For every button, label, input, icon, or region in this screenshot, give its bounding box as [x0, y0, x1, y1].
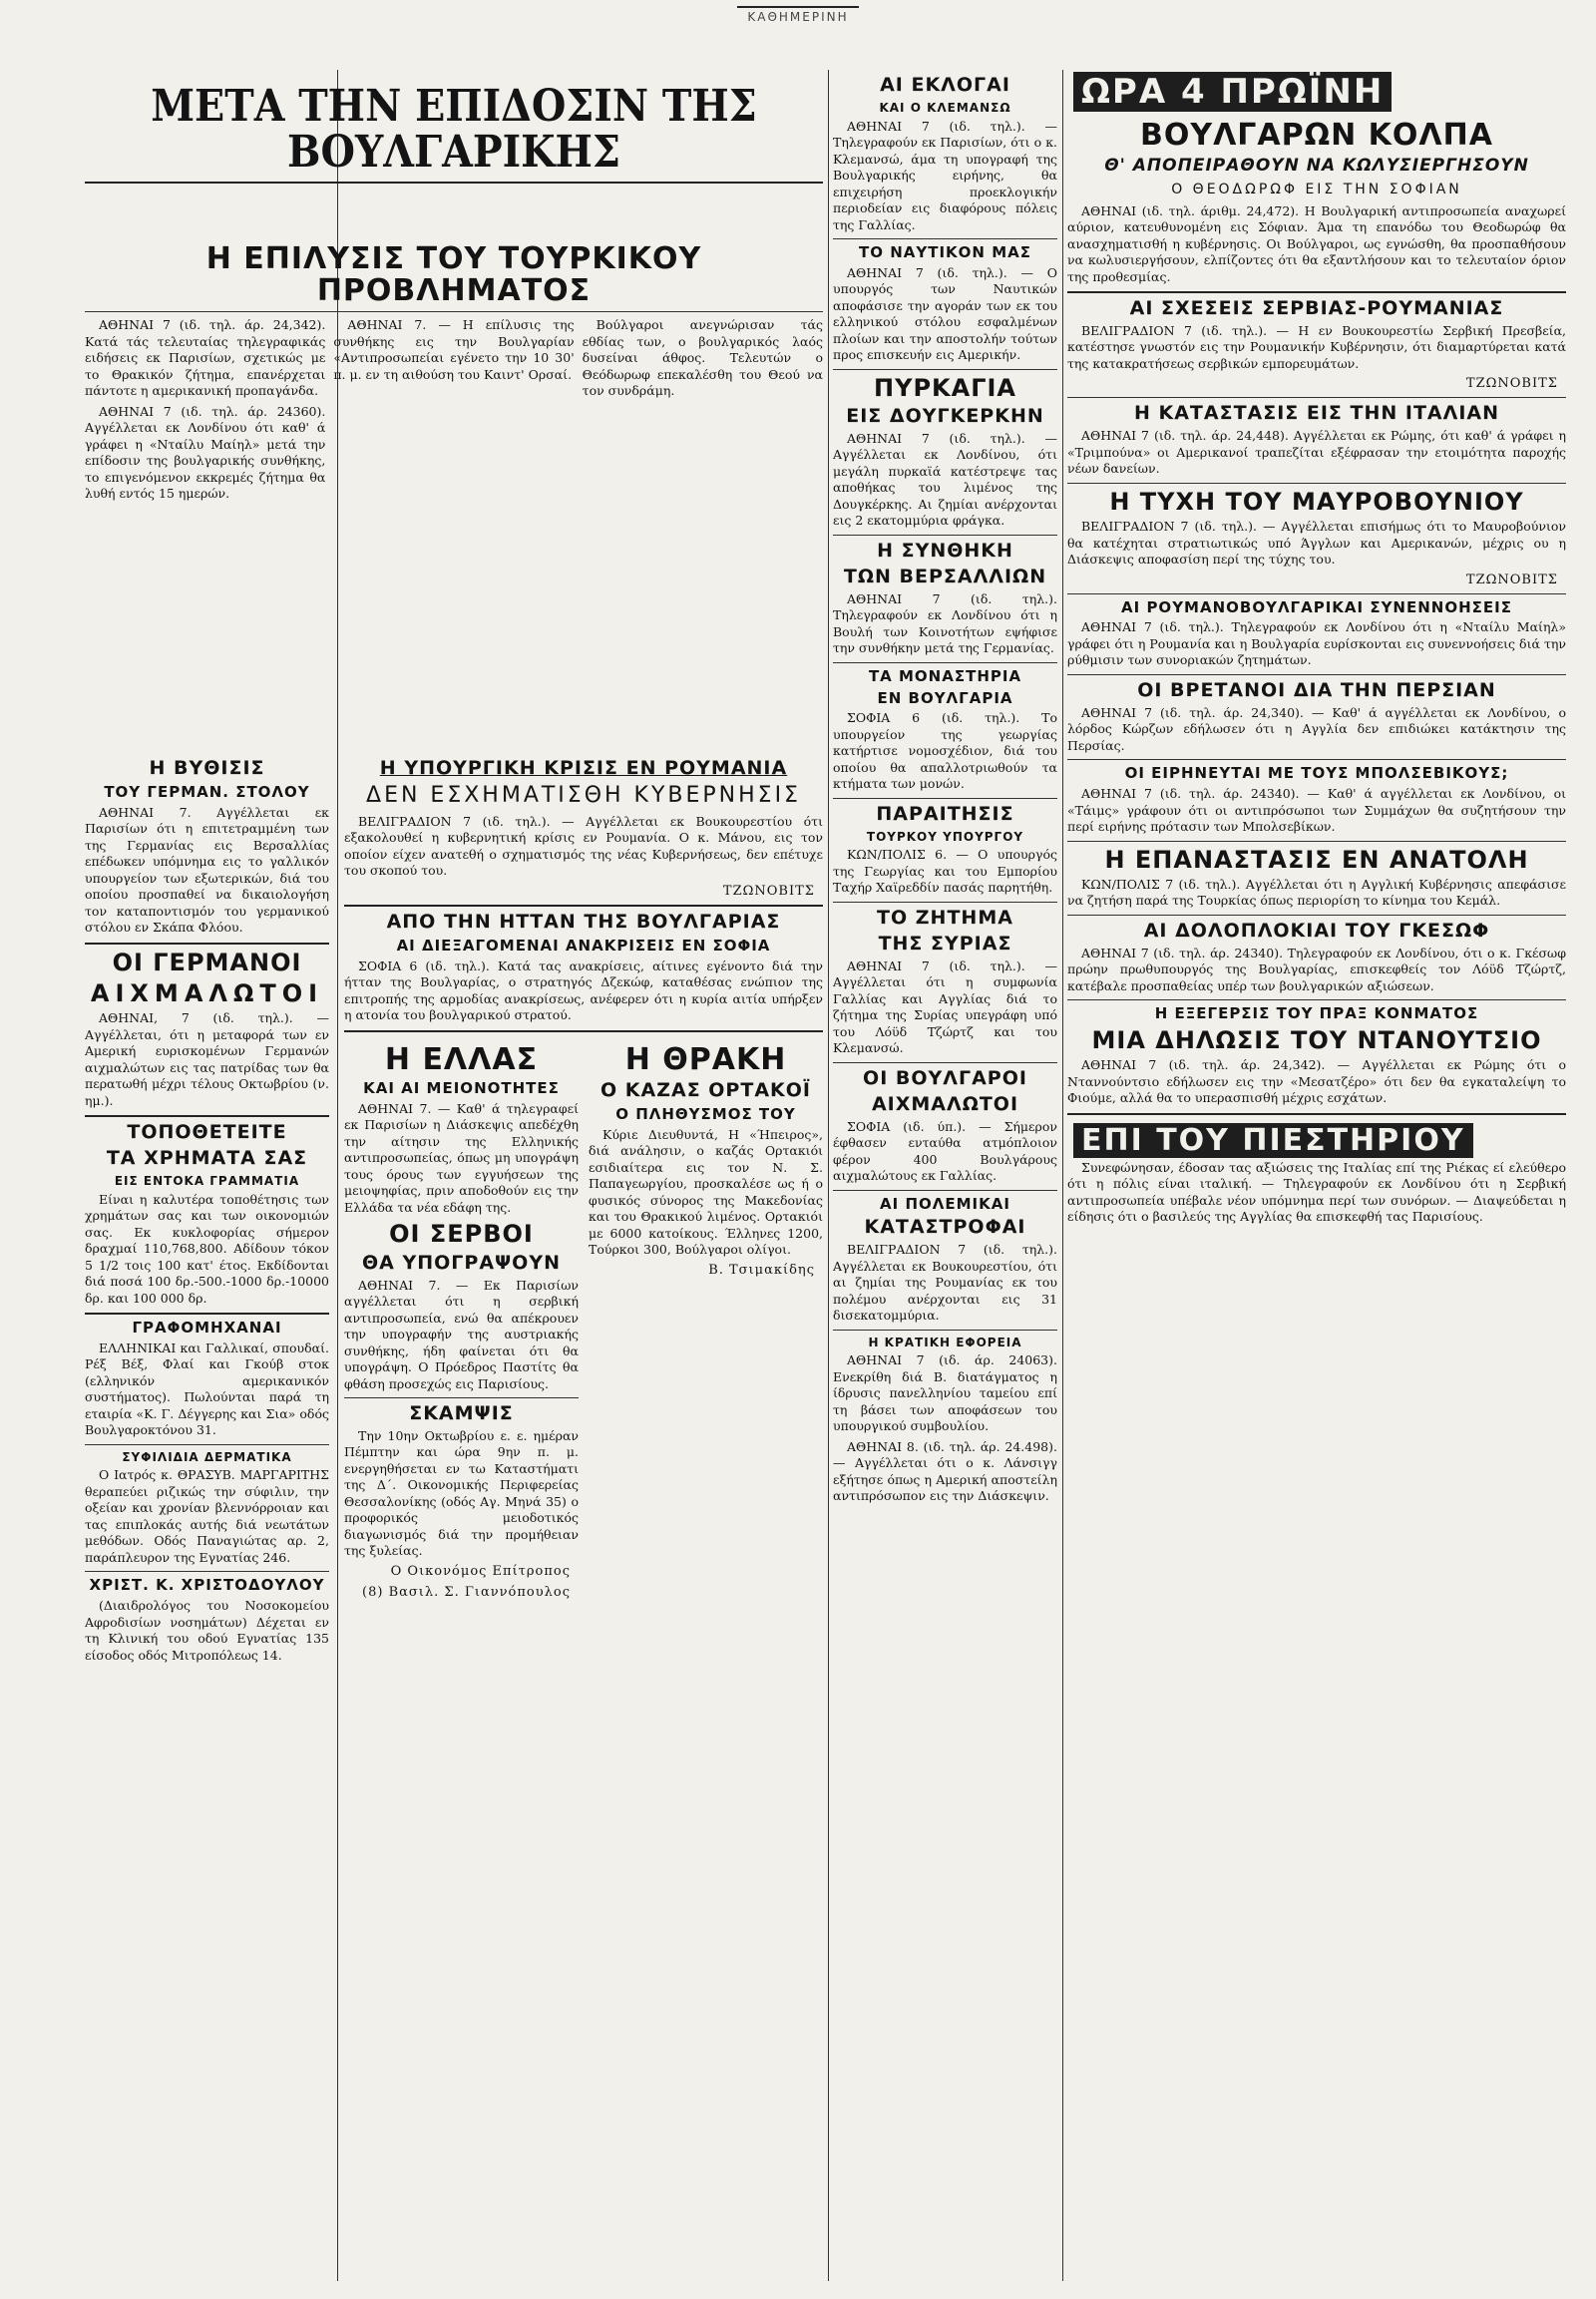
article-text: ΑΘΗΝΑΙ 7. — Εκ Παρισίων αγγέλλεται ότι η σερβική αντιπροσωπεία, ενώ θα απέκρουεν την υπογραφήν της αυστριακής συνθήκης, ήδη φαίνεται ότι θα υπογράψη. Ο Πρόεδρος Παστίτς θα φθάση προσεχώς εις Παρισίους. — [344, 1277, 579, 1391]
divider — [85, 1313, 329, 1315]
headline-thraki: Η ΘΡΑΚΗ — [624, 1041, 787, 1077]
divider — [833, 902, 1057, 903]
divider — [1067, 291, 1566, 293]
subhead-pyrkagia: ΕΙΣ ΔΟΥΓΚΕΡΚΗΝ — [846, 404, 1044, 427]
divider — [1067, 915, 1566, 916]
divider — [833, 662, 1057, 663]
divider — [344, 905, 823, 907]
subhead-monastiria: ΕΝ ΒΟΥΛΓΑΡΙΑ — [877, 688, 1013, 707]
article-text: ΑΘΗΝΑΙ 7 (ιδ. τηλ.). — Αγγέλλεται εκ Λονδίνου, ότι μεγάλη πυρκαϊά κατέστρεψε τας αποθήκας του λιμένος της Δουγκέρκης. Αι ζημίαι ανέρχονται εις 2 εκατομμύρια φράγκα. — [833, 430, 1057, 529]
ad-topothetite: ΤΟΠΟΘΕΤΕΙΤΕ — [127, 1121, 287, 1144]
column-3 — [833, 70, 1057, 2281]
article-text: ΒΕΛΙΓΡΑΔΙΟΝ 7 (ιδ. τηλ.). — Αγγέλλεται εκ Βουκουρεστίου ότι εξακολουθεί η κυβερνητική κρίσις εν Ρουμανία. Ο κ. Μάνου, εις τον οποίον είχεν ανατεθή ο σχηματισμός της νέας Κυβερνήσεως, δεν επέτυχε του σκοπού του. — [344, 813, 823, 879]
article-text: ΑΘΗΝΑΙ 7 (ιδ. τηλ. άρ. 24,340). — Καθ' ά αγγέλλεται εκ Λονδίνου, ο λόρδος Κώρζων εδήλωσεν ότι η Αγγλία δεν επιδιώκει κατάκτησιν της Περσίας. — [1067, 704, 1566, 753]
divider — [833, 798, 1057, 799]
article-text: Συνεφώνησαν, έδοσαν τας αξιώσεις της Ιταλίας επί της Ριέκας εί ελεύθερο ότι η πόλις είναι ιταλική. — Τηλεγραφούν εκ Λονδίνου ότι η Σερβική αντιπροσωπεία υπέβαλε νέον υπόμνημα περί των συνόρων. — Διαψεύδεται η είδησις ότι ο βασιλεύς της Αγγλίας θα επισκεφθή τας Παρισίους. — [1067, 1159, 1566, 1225]
subhead-ellas: ΚΑΙ ΑΙ ΜΕΙΟΝΟΤΗΤΕΣ — [363, 1079, 560, 1098]
headline-roumanoyoug: ΑΙ ΡΟΥΜΑΝΟΒΟΥΛΓΑΡΙΚΑΙ ΣΥΝΕΝΝΟΗΣΕΙΣ — [1121, 597, 1512, 616]
article-text: ΚΩΝ/ΠΟΛΙΣ 6. — Ο υπουργός της Γεωργίας και του Εμπορίου Ταχήρ Χαϊρεδδίν πασάς παρητήθη. — [833, 847, 1057, 896]
divider — [1067, 483, 1566, 484]
divider — [833, 1330, 1057, 1331]
divider — [344, 1397, 579, 1398]
late-news-banner: ΩΡΑ 4 ΠΡΩΪΝΗ — [1067, 70, 1566, 114]
ad-subhead: ΤΑ ΧΡΗΜΑΤΑ ΣΑΣ — [106, 1147, 308, 1169]
divider — [1067, 759, 1566, 760]
subhead-paraitisis: ΤΟΥΡΚΟΥ ΥΠΟΥΡΓΟΥ — [866, 829, 1024, 844]
divider — [1067, 674, 1566, 675]
article-text: ΑΘΗΝΑΙ 7 (ιδ. τηλ. άρ. 24340). — Καθ' ά αγγέλλεται εκ Λονδίνου, οι «Τάιμς» γράφουν ότι οι αντιπρόσωποι των Συμμάχων θα συζητήσουν την περί ειρήνης πρότασιν των Μπολσεβίκων. — [1067, 786, 1566, 834]
subhead-thraki: Ο ΚΑΖΑΣ ΟΡΤΑΚΟΪ — [600, 1079, 811, 1102]
article-text: ΒΕΛΙΓΡΑΔΙΟΝ 7 (ιδ. τηλ.). — Αγγέλλεται επισήμως ότι το Μαυροβούνιον θα κατέχηται στρατιωτικώς υπό Άγγλων και Αμερικανών, μέχρις ου η Διάσκεψις αποφασίση περί της τύχης του. — [1067, 519, 1566, 568]
ad-christodoulou: ΧΡΙΣΤ. Κ. ΧΡΙΣΤΟΔΟΥΛΟΥ — [89, 1576, 325, 1595]
headline-ekloges: ΑΙ ΕΚΛΟΓΑΙ — [880, 74, 1010, 96]
headline-germanoi: ΟΙ ΓΕΡΜΑΝΟΙ — [112, 948, 302, 976]
headline-paraitisis: ΠΑΡΑΙΤΗΣΙΣ — [876, 802, 1014, 825]
lead-text: Βούλγαροι ανεγνώρισαν τάς εθδίας των, ο βουλγαρικός λαός δυσείναι άθφος. Τελευτών ο Θεόδωρωφ επεκαλέσθη του Θεού να τον συνδράμη. — [582, 317, 823, 399]
article-text: ΑΘΗΝΑΙ 7 (ιδ. τηλ.). Τηλεγραφούν εκ Λονδίνου ότι η Βουλή των Κοινοτήτων εψήφισε την συνθήκην μετά της Γερμανίας. — [833, 590, 1057, 656]
subhead-polemikai: ΚΑΤΑΣΤΡΟΦΑΙ — [864, 1216, 1026, 1239]
subhead-voulgaron: Θ' ΑΠΟΠΕΙΡΑΘΟΥΝ ΝΑ ΚΩΛΥΣΙΕΡΓΗΣΟΥΝ — [1104, 155, 1529, 176]
article-text: ΑΘΗΝΑΙ 7 (ιδ. τηλ.). — Αγγέλλεται ότι η συμφωνία Γαλλίας και Αγγλίας διά το ζήτημα της Συρίας υπεγράφη υπό του Λόϋδ Τζώρτζ και του Κλεμανσώ. — [833, 958, 1057, 1056]
article-text: ΑΘΗΝΑΙ 7 (ιδ. τηλ. άρ. 24,342). — Αγγέλλεται εκ Ρώμης ότι ο Νταννούντσιο εδήλωσεν εις την «Μεσατζέρο» ότι δεν θα εγκαταλείψη το Φιούμε, αλλά θα το υπερασπισθή μέχρις εσχάτων. — [1067, 1057, 1566, 1106]
subhead-ekloges: ΚΑΙ Ο ΚΛΕΜΑΝΣΩ — [879, 100, 1011, 115]
headline-synthiki: Η ΣΥΝΘΗΚΗ — [877, 539, 1013, 562]
divider — [833, 369, 1057, 370]
headline-voulgaroi: ΟΙ ΒΟΥΛΓΑΡΟΙ — [863, 1066, 1027, 1089]
divider — [1067, 999, 1566, 1000]
headline-monastiria: ΤΑ ΜΟΝΑΣΤΗΡΙΑ — [868, 666, 1022, 685]
headline-pyrkagia: ΠΥΡΚΑΓΙΑ — [873, 373, 1017, 402]
ad-text: Ο Ιατρός κ. ΘΡΑΣΥΒ. ΜΑΡΓΑΡΙΤΗΣ θεραπεύει ριζικώς την σύφιλιν, την οξείαν και χρονίαν βλεννόρροιαν και τας επιπλοκάς αυτής διά νεωτάτων μεθόδων. Οδός Παναγιώτας αρ. 2, παράπλευρον της Εγνατίας 246. — [85, 1467, 329, 1565]
article-text: ΑΘΗΝΑΙ 8. (ιδ. τηλ. άρ. 24.498). — Αγγέλλεται ότι ο κ. Λάνσιγγ εξήτησε όπως η Αμερική αποστείλη αντιπρόσωπον εις την Διάσκεψιν. — [833, 1438, 1057, 1504]
subhead-voulgaron-2: Ο ΘΕΟΔΩΡΩΦ ΕΙΣ ΤΗΝ ΣΟΦΙΑΝ — [1171, 181, 1462, 197]
article-text: ΑΘΗΝΑΙ 7 (ιδ. άρ. 24063). Ενεκρίθη διά Β. διατάγματος η ίδρυσις πανελληνίου ταμείου επί τη βάσει των αποφάσεων του υπουργικού συμβουλίου. — [833, 1352, 1057, 1434]
article-text: ΣΟΦΙΑ 6 (ιδ. τηλ.). Κατά τας ανακρίσεις, αίτινες εγένοντο διά την ήτταν της Βουλγαρίας, ο στρατηγός Δζεκώφ, καταθέσας ενώπιον της επιτροπής της αρμοδίας ανακρίσεως, ανέφερεν ότι η κυρία αιτία υπήρξεν η ατονία του βουλγαρικού στρατού. — [344, 958, 823, 1023]
subhead-ittati: ΑΙ ΔΙΕΞΑΓΟΜΕΝΑΙ ΑΝΑΚΡΙΣΕΙΣ ΕΝ ΣΟΦΙΑ — [396, 936, 771, 955]
article-text: ΒΕΛΙΓΡΑΔΙΟΝ 7 (ιδ. τηλ.). — Η εν Βουκουρεστίω Σερβική Πρεσβεία, κατέστησε γνωστόν εις την Ρουμανικήν Κυβέρνησιν, ότι διαμαρτύρεται κατά της κατακρατήσεως σερβικών εμπορευμάτων. — [1067, 322, 1566, 371]
divider — [833, 1190, 1057, 1191]
headline-ittati: ΑΠΟ ΤΗΝ ΗΤΤΑΝ ΤΗΣ ΒΟΥΛΓΑΡΙΑΣ — [386, 910, 781, 933]
divider — [85, 182, 823, 184]
headline-dilosis: ΜΙΑ ΔΗΛΩΣΙΣ ΤΟΥ ΝΤΑΝΟΥΤΣΙΟ — [1091, 1025, 1542, 1054]
headline-servoi: ΟΙ ΣΕΡΒΟΙ — [389, 1220, 534, 1249]
divider — [85, 1444, 329, 1445]
masthead-strip: ΚΑΘΗΜΕΡΙΝΗ — [0, 6, 1596, 36]
headline-katastasis: Η ΚΑΤΑΣΤΑΣΙΣ ΕΙΣ ΤΗΝ ΙΤΑΛΙΑΝ — [1133, 402, 1500, 425]
signature: ΤΖΩΝΟΒΙΤΣ — [722, 883, 815, 899]
subhead-vythisis: ΤΟΥ ΓΕΡΜΑΝ. ΣΤΟΛΟΥ — [104, 782, 310, 801]
column-rule — [1062, 70, 1063, 2281]
article-text: ΑΘΗΝΑΙ 7 (ιδ. τηλ.). — Τηλεγραφούν εκ Παρισίων, ότι ο κ. Κλεμανσώ, άμα τη υπογραφή της Βουλγαρικής ειρήνης, θα επιχειρήση προεκλογικήν περιοδείαν εις διαφόρους πόλεις της Γαλλίας. — [833, 118, 1057, 232]
column-4 — [1067, 70, 1566, 2281]
column-rule — [828, 70, 829, 2281]
signature: ΤΖΩΝΟΒΙΤΣ — [1465, 572, 1558, 587]
headline-exegesis: Η ΕΞΕΓΕΡΣΙΣ ΤΟΥ ΠΡΑΞ ΚΟΝΜΑΤΟΣ — [1154, 1004, 1479, 1023]
headline-vretanoi: ΟΙ ΒΡΕΤΑΝΟΙ ΔΙΑ ΤΗΝ ΠΕΡΣΙΑΝ — [1137, 678, 1496, 701]
article-text: ΑΘΗΝΑΙ 7 (ιδ. τηλ.). Τηλεγραφούν εκ Λονδίνου ότι η «Νταίλυ Μαίηλ» γράφει ότι η Ρουμανία και η Βουλγαρία ευρίσκονται εις συνεννοήσεις διά την ρύθμισιν των συνοριακών ζητημάτων. — [1067, 619, 1566, 668]
headline-epanastasis: Η ΕΠΑΝΑΣΤΑΣΙΣ ΕΝ ΑΝΑΤΟΛΗ — [1104, 845, 1529, 874]
headline-doloplokiai: ΑΙ ΔΟΛΟΠΛΟΚΙΑΙ ΤΟΥ ΓΚΕΣΩΦ — [1143, 919, 1490, 942]
ad-syfilidia: ΣΥΦΙΛΙΔΙΑ ΔΕΡΜΑΤΙΚΑ — [122, 1449, 292, 1464]
divider — [85, 311, 823, 312]
ad-text: (Διαιδρολόγος του Νοσοκομείου Αφροδισίων νοσημάτων) Δέχεται εν τη Κλινική του οδού Εγνατίας 135 είσοδος οδός Μιτροπόλεως 14. — [85, 1598, 329, 1663]
divider — [833, 1062, 1057, 1063]
headline-skampsis: ΣΚΑΜΨΙΣ — [409, 1402, 514, 1424]
divider — [344, 1030, 823, 1032]
divider — [85, 1115, 329, 1117]
subhead-servoi: ΘΑ ΥΠΟΓΡΑΨΟΥΝ — [362, 1251, 561, 1274]
ad-small: ΕΙΣ ΕΝΤΟΚΑ ΓΡΑΜΜΑΤΙΑ — [114, 1173, 300, 1188]
ad-text: Είναι η καλυτέρα τοποθέτησις των χρημάτων σας και των οικονομιών σας. Εκ κυκλοφορίας σήμερον δραχμαί 110,768,800. Αδίδουν τόκον 5 1/2 τοις 100 κατ' έτος. Εκδίδονται διά ποσά 100 δρ.-500.-1000 δρ.-10000 δρ. και 100 000 δρ. — [85, 1191, 329, 1306]
headline-eirinevoti: ΟΙ ΕΙΡΗΝΕΥΤΑΙ ΜΕ ΤΟΥΣ ΜΠΟΛΣΕΒΙΚΟΥΣ; — [1124, 764, 1509, 783]
headline-voulgaron: ΒΟΥΛΓΑΡΩΝ ΚΟΛΠΑ — [1140, 118, 1493, 153]
subhead-voulgaroi: ΑΙΧΜΑΛΩΤΟΙ — [871, 1092, 1019, 1115]
divider — [85, 1571, 329, 1572]
article-text: Την 10ην Οκτωβρίου ε. ε. ημέραν Πέμπτην και ώρα 9ην π. μ. ενεργηθήσεται εν τω Καταστήματι της Δ΄. Οικονομικής Περιφερείας Θεσσαλονίκης (οδός Αγ. Μηνά 35) ο προφορικός μειοδοτικός διαγωνισμός διά την προμήθειαν της ξυλείας. — [344, 1427, 579, 1559]
column-1 — [85, 753, 329, 2281]
article-text: ΑΘΗΝΑΙ 7. — Καθ' ά τηλεγραφεί εκ Παρισίων η Διάσκεψις απεδέχθη την αίτησιν της Ελληνικής αντιπροσωπείας, όπως μη υπογράψη τους όρους των εγγυήσεων της μειοψηφίας, πριν αποδοθούν εις την Ελλάδα τα νέα εδάφη της. — [344, 1100, 579, 1215]
signature: ΤΖΩΝΟΒΙΤΣ — [1465, 376, 1558, 392]
signature: Ο Οικονόμος Επίτροπος — [390, 1563, 571, 1579]
headline-vythisis: Η ΒΥΘΙΣΙΣ — [149, 757, 265, 779]
headline-sxeseis: ΑΙ ΣΧΕΣΕΙΣ ΣΕΡΒΙΑΣ-ΡΟΥΜΑΝΙΑΣ — [1129, 297, 1504, 319]
signature: Β. Τσιμακίδης — [708, 1262, 815, 1278]
article-text: ΣΟΦΙΑ 6 (ιδ. τηλ.). Το υπουργείον της γεωργίας κατήρτισε νομοσχέδιον, διά του οποίου θα απαλλοτριωθούν τα κτήματα των μονών. — [833, 710, 1057, 792]
lead-headline: Η ΕΠΙΛΥΣΙΣ ΤΟΥ ΤΟΥΡΚΙΚΟΥ ΠΡΟΒΛΗΜΑΤΟΣ — [205, 241, 702, 308]
article-text: ΑΘΗΝΑΙ 7 (ιδ. τηλ. άρ. 24340). Τηλεγραφούν εκ Λονδίνου, ότι ο κ. Γκέσωφ πρώην πρωθυπουργός της Βουλγαρίας, επισκεφθείς τον Λόϋδ Τζώρτζ, κατέβαλε προσπαθείας υπέρ των βουλγαρικών αξιώσεων. — [1067, 945, 1566, 993]
column-2 — [344, 753, 823, 2281]
lead-article — [85, 78, 823, 507]
ad-text: ΕΛΛΗΝΙΚΑΙ και Γαλλικαί, σπουδαί. Ρέξ Βέξ, Φλαί και Γκούβ στοκ (ελληνικόν αμερικανικόν συστήματος). Πωλούνται παρά τη εταιρία «Κ. Γ. Δέγγερης και Σια» οδός Βουλγαροκτόνου 31. — [85, 1340, 329, 1438]
article-text: ΑΘΗΝΑΙ 7. Αγγέλλεται εκ Παρισίων ότι η επιτετραμμένη των της Γερμανίας εις Βερσαλλίας επέδωκεν υπόμνημα εις το γαλλικόν υπουργείον των εξωτερικών, διά του οποίου προσπαθεί να δικαιολογήση τον καταποντισμόν του γερμανικού στόλου εν Σκάπα Φλόου. — [85, 804, 329, 936]
article-text: Κύριε Διευθυντά, Η «Ήπειρος», διά ανάλησιν, ο καζάς Ορτακιόι εσιδιαίτερα εις τον Ν. Σ. Παπαγεωργίου, προσκαλέσε ως ή ο φυσικός σύνορος της Μακεδονίας και του Θρακικού λιμένος. Ορτακιόι με 6000 κατοίκους. Έλληνες 1200, Τούρκοι 300, Βούλγαροι ολίγοι. — [589, 1126, 823, 1258]
article-text: ΣΟΦΙΑ (ιδ. ύπ.). — Σήμερον έφθασεν ενταύθα ατμόπλοιον φέρον 400 Βουλγάρους αιχμαλώτους εκ Γαλλίας. — [833, 1118, 1057, 1184]
ad-grafomichanai: ΓΡΑΦΟΜΗΧΑΝΑΙ — [132, 1319, 282, 1338]
headline-polemikai: ΑΙ ΠΟΛΕΜΙΚΑΙ — [880, 1194, 1010, 1213]
headline-zitima: ΤΟ ΖΗΤΗΜΑ — [877, 906, 1013, 929]
subhead-germanoi: ΑΙΧΜΑΛΩΤΟΙ — [90, 978, 324, 1007]
lead-banner: ΜΕΤΑ ΤΗΝ ΕΠΙΔΟΣΙΝ ΤΗΣ ΒΟΥΛΓΑΡΙΚΗΣ — [151, 81, 757, 179]
subhead-zitima: ΤΗΣ ΣΥΡΙΑΣ — [878, 932, 1012, 955]
article-text: ΑΘΗΝΑΙ (ιδ. τηλ. άριθμ. 24,472). Η Βουλγαρική αντιπροσωπεία αναχωρεί αύριον, κατευθυνομένη εις Σόφιαν. Άμα τη επανόδω του Θεοδωρώφ θα ανασχηματισθή η κυβέρνησις. Οι Βούλγαροι, ως εγνώσθη, θα προσπαθήσουν να κωλυσιεργήσουν, ελπίζοντες ότι θα εξαντλήσουν και το τελευταίον όριον της προθεσμίας. — [1067, 202, 1566, 284]
article-text: ΑΘΗΝΑΙ 7 (ιδ. τηλ.). — Ο υπουργός των Ναυτικών αποφάσισε την αγοράν των εκ του ελληνικού στόλου εσφαλμένων πλοίων και την αποστολήν τούτων προς επισκευήν εις Αμερικήν. — [833, 264, 1057, 363]
divider — [1067, 1113, 1566, 1115]
article-text: ΑΘΗΝΑΙ 7 (ιδ. τηλ. άρ. 24,448). Αγγέλλεται εκ Ρώμης, ότι καθ' ά γράφει η «Τριμπούνα» οι Αμερικανοί τραπεζίται εξέφρασαν την ετοιμότητα παροχής νέων δανείων. — [1067, 428, 1566, 477]
subhead-ypourgiki: ΔΕΝ ΕΣΧΗΜΑΤΙΣΘΗ ΚΥΒΕΡΝΗΣΙΣ — [366, 782, 801, 808]
divider — [1067, 397, 1566, 398]
headline-kratiseis: Η ΚΡΑΤΙΚΗ ΕΦΟΡΕΙΑ — [868, 1335, 1022, 1349]
headline-ellas: Η ΕΛΛΑΣ — [384, 1041, 539, 1077]
divider — [85, 943, 329, 945]
subhead-thraki-2: Ο ΠΛΗΘΥΣΜΟΣ ΤΟΥ — [615, 1105, 796, 1124]
article-text: ΒΕΛΙΓΡΑΔΙΟΝ 7 (ιδ. τηλ.). Αγγέλλεται εκ Βουκουρεστίου, ότι αι ζημίαι της Ρουμανίας εκ του πολέμου ανέρχονται εις 31 δισεκατομμύρια. — [833, 1242, 1057, 1324]
headline-ypourgiki: Η ΥΠΟΥΡΓΙΚΗ ΚΡΙΣΙΣ ΕΝ ΡΟΥΜΑΝΙΑ — [379, 757, 788, 779]
press-banner: ΕΠΙ ΤΟΥ ΠΙΕΣΤΗΡΙΟΥ — [1067, 1121, 1566, 1160]
headline-tyxi: Η ΤΥΧΗ ΤΟΥ ΜΑΥΡΟΒΟΥΝΙΟΥ — [1109, 487, 1524, 516]
subhead-synthiki: ΤΩΝ ΒΕΡΣΑΛΛΙΩΝ — [843, 565, 1047, 587]
divider — [833, 535, 1057, 536]
lead-text: ΑΘΗΝΑΙ 7. — Η επίλυσις της συνθήκης εις την Βουλγαρίαν «Αντιπροσωπείαι εγένετο την 10 30' π. μ. εν τη αιθούση του Καιντ' Ορσαί. — [333, 317, 575, 382]
headline-nautikon: ΤΟ ΝΑΥΤΙΚΟΝ ΜΑΣ — [859, 243, 1031, 262]
divider — [1067, 593, 1566, 594]
signature: (8) Βασιλ. Σ. Γιαννόπουλος — [362, 1584, 571, 1600]
divider — [833, 238, 1057, 239]
article-text: ΚΩΝ/ΠΟΛΙΣ 7 (ιδ. τηλ.). Αγγέλλεται ότι η Αγγλική Κυβέρνησις απεφάσισε να ζητήση παρά της Τουρκίας όπως περιορίση το κίνημα του Κεμάλ. — [1067, 876, 1566, 909]
article-text: ΑΘΗΝΑΙ, 7 (ιδ. τηλ.). — Αγγέλλεται, ότι η μεταφορά των εν Αμερική ευρισκομένων Γερμανών αιχμαλώτων εις τας πατρίδας των θα περατωθή μέχρι τέλους Οκτωβρίου (ν. ημ.). — [85, 1010, 329, 1108]
lead-text: ΑΘΗΝΑΙ 7 (ιδ. τηλ. άρ. 24360). Αγγέλλεται εκ Λονδίνου ότι καθ' ά γράφει η «Νταίλυ Μαίηλ» μετά την επίδοσιν της βουλγαρικής συνθήκης, το επιγενόμενον εκκρεμές ζήτημα θα λυθή εντός 15 ημερών. — [85, 403, 326, 502]
divider — [1067, 841, 1566, 842]
lead-text: ΑΘΗΝΑΙ 7 (ιδ. τηλ. άρ. 24,342). Κατά τάς τελευταίας τηλεγραφικάς ειδήσεις εκ Παρισίων, σχετικώς με το Θρακικόν ζήτημα, επανέρχεται πάντοτε η αμερικανική προπαγάνδα. — [85, 317, 326, 399]
